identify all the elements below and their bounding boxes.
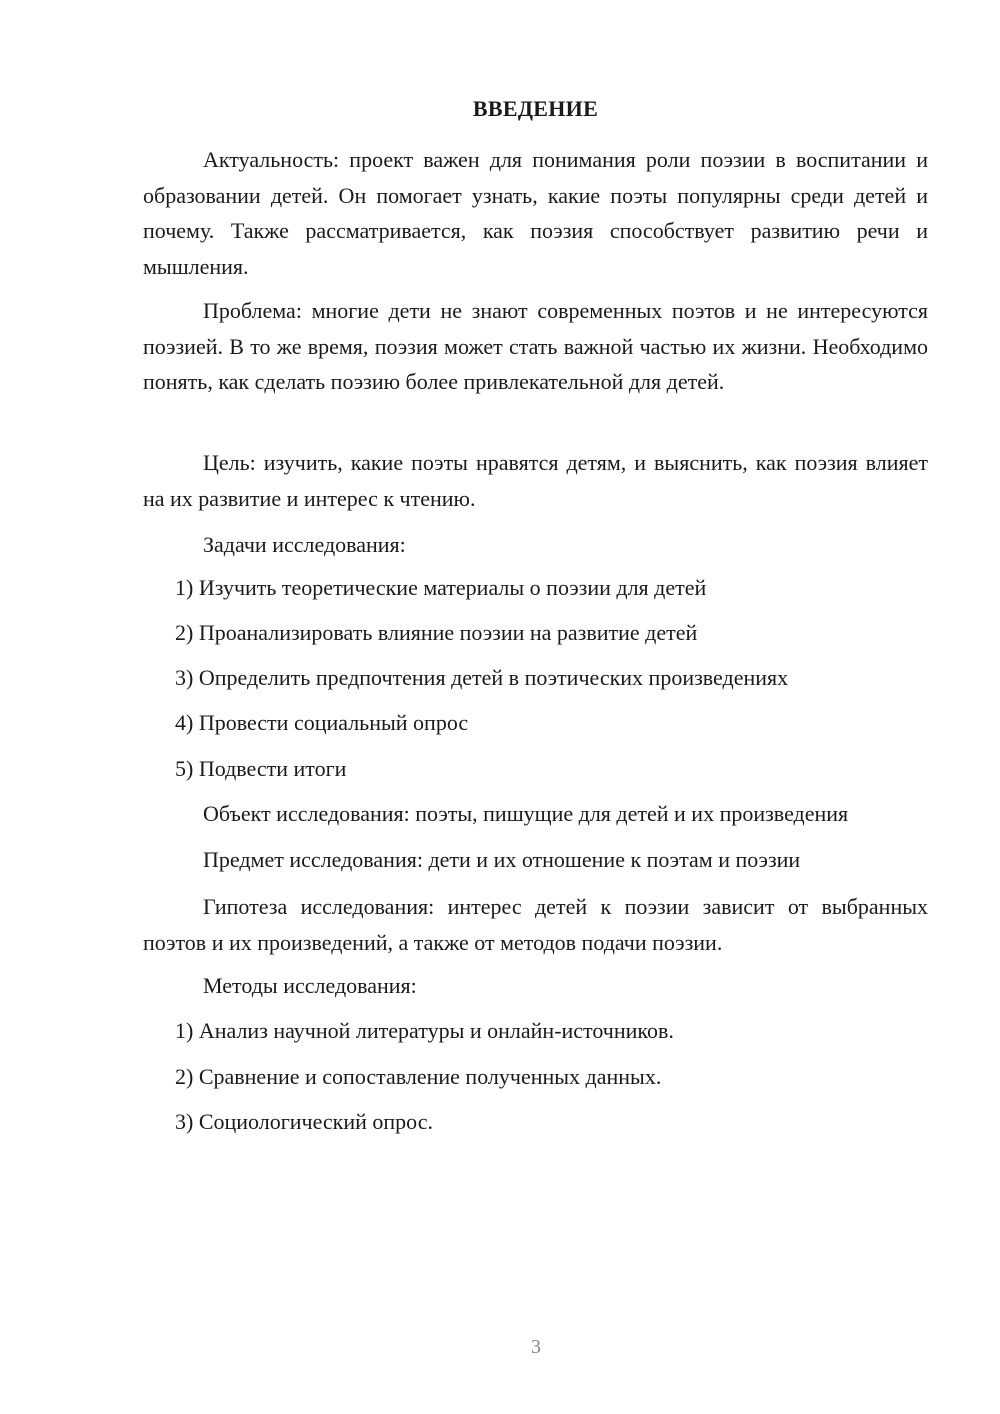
method-item: 1) Анализ научной литературы и онлайн-источников.	[175, 1018, 674, 1043]
goal-paragraph: Цель: изучить, какие поэты нравятся детям, и выяснить, как поэзия влияет на их развитие и интерес к чтению.	[143, 450, 928, 511]
method-item: 3) Социологический опрос.	[175, 1109, 433, 1134]
subject-line: Предмет исследования: дети и их отношение к поэтам и поэзии	[203, 847, 801, 872]
tasks-heading: Задачи исследования:	[203, 532, 406, 557]
task-item: 3) Определить предпочтения детей в поэтических произведениях	[175, 665, 789, 690]
relevance-paragraph: Актуальность: проект важен для понимания роли поэзии в воспитании и образовании детей. Он помогает узнать, какие поэты популярны среди детей и почему. Также рассматривается, как поэзия способствует развитию речи и мышления.	[143, 147, 928, 279]
method-item: 2) Сравнение и сопоставление полученных данных.	[175, 1064, 662, 1089]
hypothesis-paragraph: Гипотеза исследования: интерес детей к поэзии зависит от выбранных поэтов и их произведений, а также от методов подачи поэзии.	[143, 894, 928, 955]
problem-paragraph: Проблема: многие дети не знают современных поэтов и не интересуются поэзией. В то же время, поэзия может стать важной частью их жизни. Необходимо понять, как сделать поэзию более привлекательной для детей.	[143, 298, 928, 394]
task-item: 2) Проанализировать влияние поэзии на развитие детей	[175, 620, 698, 645]
object-line: Объект исследования: поэты, пишущие для детей и их произведения	[203, 801, 849, 826]
task-item: 5) Подвести итоги	[175, 756, 347, 781]
task-item: 1) Изучить теоретические материалы о поэзии для детей	[175, 575, 707, 600]
page-number: 3	[531, 1336, 541, 1358]
task-item: 4) Провести социальный опрос	[175, 710, 469, 735]
section-title: ВВЕДЕНИЕ	[472, 96, 599, 121]
methods-heading: Методы исследования:	[203, 973, 417, 998]
